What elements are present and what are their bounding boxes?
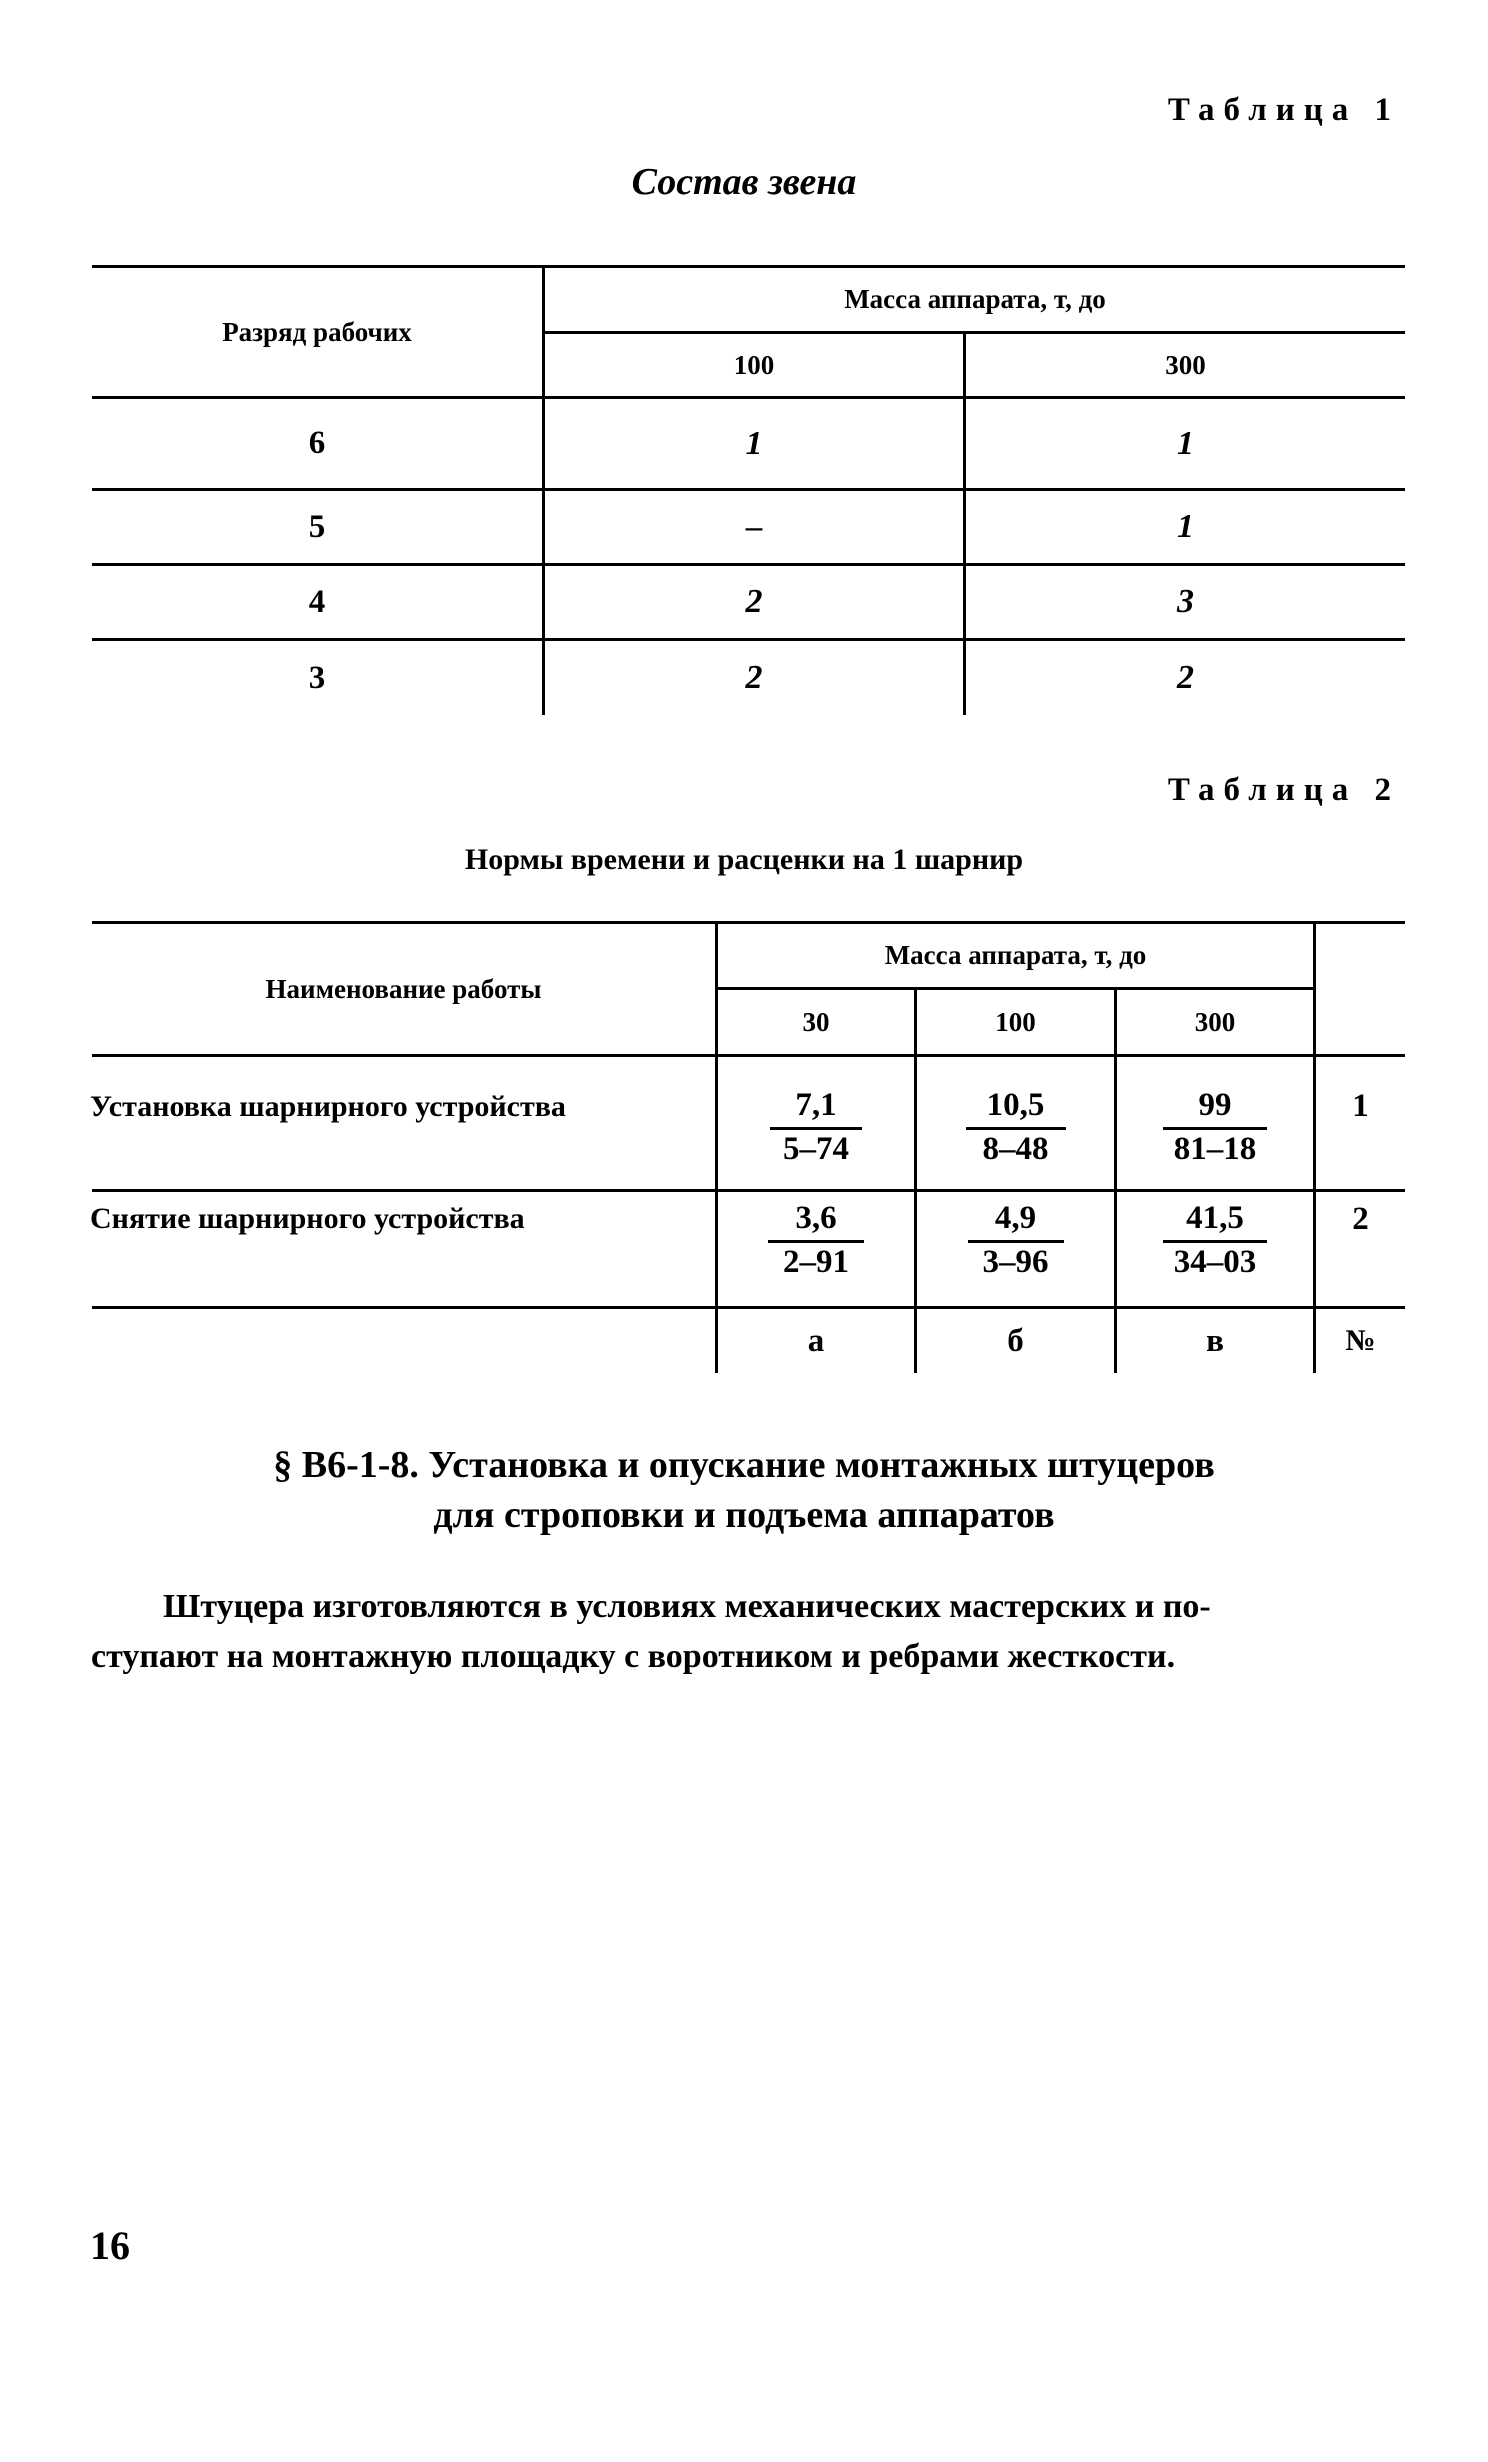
table1-title: Состав звена	[631, 161, 857, 203]
table2-norm-rate	[917, 1199, 1114, 1281]
table2-norm-rate	[917, 1086, 1114, 1168]
table2-col-rule	[1313, 921, 1316, 1373]
rate-value: 8–48	[982, 1131, 1049, 1167]
norm-value: 10,5	[986, 1087, 1045, 1123]
page-number: 16	[90, 2223, 130, 2268]
norm-value: 41,5	[1186, 1200, 1244, 1236]
table2-header-300: 300	[1194, 1006, 1236, 1037]
table2-col-letter: а	[807, 1322, 825, 1359]
table1-grade: 4	[308, 583, 326, 620]
norm-value: 3,6	[795, 1200, 837, 1236]
table2-row-number: 1	[1352, 1087, 1369, 1124]
body-line: Штуцера изготовляются в условиях механических мастерских и по-	[163, 1588, 1211, 1625]
norm-value: 7,1	[795, 1087, 837, 1123]
table1-header-300: 300	[1165, 349, 1206, 380]
table2-col-letter: в	[1206, 1322, 1224, 1359]
rate-value: 2–91	[783, 1244, 849, 1280]
table2-header-30: 30	[802, 1006, 830, 1037]
section-heading-line: для строповки и подъема аппаратов	[433, 1494, 1055, 1536]
rate-value: 5–74	[783, 1131, 849, 1167]
table1-grade: 5	[308, 508, 326, 545]
table1-count: 3	[1177, 583, 1194, 620]
table2-norm-rate	[1117, 1086, 1313, 1168]
section-heading	[0, 1440, 1488, 1540]
table2-row-number: 2	[1352, 1200, 1369, 1237]
table1-count: 2	[1177, 659, 1194, 696]
table2-row-rule	[92, 1189, 1405, 1192]
norm-value: 4,9	[994, 1200, 1037, 1236]
table1-header-mass: Масса аппарата, т, до	[844, 284, 1106, 314]
table2-header-rule	[92, 1054, 1405, 1057]
table2-col-number-sign: №	[1345, 1324, 1376, 1357]
table1-count: 2	[745, 583, 763, 620]
rate-value: 34–03	[1173, 1244, 1257, 1280]
table1-count: 2	[745, 659, 763, 696]
table2-header-work: Наименование работы	[265, 973, 542, 1004]
rate-value: 81–18	[1173, 1131, 1257, 1167]
norm-value: 99	[1198, 1087, 1232, 1123]
table2-work-name: Снятие шарнирного устройства	[90, 1202, 525, 1235]
rate-value: 3–96	[982, 1244, 1049, 1280]
table1-count: –	[745, 508, 763, 545]
table2-col-letter: б	[1007, 1322, 1024, 1359]
table2-norm-rate	[718, 1199, 914, 1281]
table2-title: Нормы времени и расценки на 1 шарнир	[464, 843, 1024, 876]
table2-header-100: 100	[995, 1006, 1036, 1037]
table1-label: Таблица 1	[1167, 92, 1400, 128]
table1-count: 1	[1177, 424, 1194, 462]
table1-header-100: 100	[733, 349, 775, 380]
table2-header-mass: Масса аппарата, т, до	[884, 940, 1147, 970]
table2-norm-rate	[718, 1086, 914, 1168]
table1-count: 1	[745, 424, 763, 462]
body-line: ступают на монтажную площадку с воротником и ребрами жесткости.	[91, 1638, 1176, 1675]
table2-label: Таблица 2	[1167, 772, 1400, 808]
table1-header-grade: Разряд рабочих	[222, 316, 412, 347]
table1-count: 1	[1177, 508, 1194, 545]
table2-norm-rate	[1117, 1199, 1313, 1281]
table1-grade: 6	[308, 425, 326, 461]
section-heading-line: § В6-1-8. Установка и опускание монтажных штуцеров	[273, 1444, 1215, 1486]
table1-grade: 3	[308, 659, 326, 696]
body-paragraph	[91, 1582, 1403, 1682]
table2-work-name: Установка шарнирного устройства	[90, 1090, 566, 1123]
